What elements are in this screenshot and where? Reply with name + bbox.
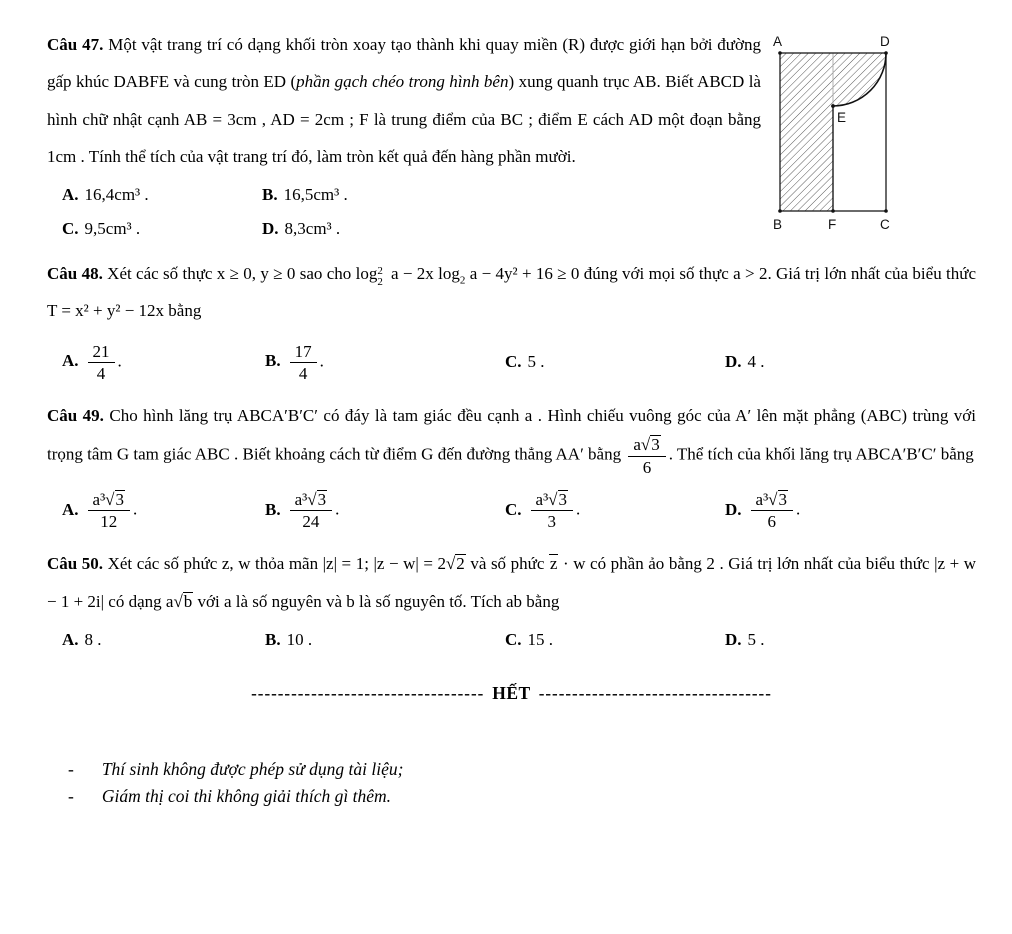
q47-text-pre: Một vật trang trí có dạng khối tròn xoay tạo thành khi quay miền (R) được giới hạn bởi đường gấp khúc DABFE và cung tròn ED ( xyxy=(47,35,761,92)
question-47-text xyxy=(47,26,761,176)
question-50-label: Câu 50. xyxy=(47,554,104,574)
q48-option-b xyxy=(265,341,505,385)
question-49-text xyxy=(47,397,976,478)
separator-dashes-right: ----------------------------------- xyxy=(538,683,772,703)
q48-option-c xyxy=(505,352,725,372)
question-48-options xyxy=(62,334,976,392)
q47-option-c xyxy=(62,212,262,246)
q50-text-3: · w có phần ảo bằng 2 . Giá trị lớn nhất của biểu thức |z + w − 1 + 2i| có dạng a√ xyxy=(47,554,977,611)
radicand-b: b xyxy=(183,591,193,611)
q48-option-b-tail: . xyxy=(319,351,324,371)
question-49-options xyxy=(62,482,976,540)
q50-option-a xyxy=(62,624,265,656)
footer-note-1 xyxy=(68,756,976,783)
fraction: $\frac{17}{4}$ xyxy=(290,341,317,385)
question-50-text xyxy=(47,545,976,620)
q50-text-2: và số phức xyxy=(465,554,549,574)
footer-note-2-marker: - xyxy=(68,785,74,806)
q47-option-c-text: 9,5cm³ . xyxy=(84,218,141,238)
label-C: C xyxy=(880,217,890,232)
q50-option-a-key: A. xyxy=(62,630,79,650)
rotation-solid-diagram xyxy=(770,25,906,235)
q49-option-d-tail: . xyxy=(796,499,801,519)
q47-option-a xyxy=(62,178,262,212)
q50-option-c-text: 15 . xyxy=(527,630,554,650)
label-D: D xyxy=(880,34,890,49)
q50-text-1: Xét các số phức z, w thỏa mãn |z| = 1; |z − w| = 2√ xyxy=(107,554,456,574)
q47-option-d-key: D. xyxy=(262,218,279,238)
q48-option-a xyxy=(62,341,265,385)
radicand-2: 2 xyxy=(456,554,465,574)
q49-option-d xyxy=(725,489,976,533)
footer-note-1-marker: - xyxy=(68,758,74,779)
q49-text-pre: Cho hình lăng trụ ABCA′B′C′ có đáy là tam giác đều cạnh a . Hình chiếu vuông góc của A′ lên mặt phẳng (ABC) trùng với trọng tâm G tam giác ABC . Biết khoảng cách từ điểm G đến đường thẳng AA′ bằng xyxy=(47,406,976,465)
q49-option-c-key: C. xyxy=(505,499,522,519)
q50-option-d-key: D. xyxy=(725,630,742,650)
q48-option-c-key: C. xyxy=(505,352,522,372)
question-49-label: Câu 49. xyxy=(47,406,104,426)
question-47-options xyxy=(62,178,622,246)
q48-option-d-key: D. xyxy=(725,352,742,372)
end-separator xyxy=(47,683,976,704)
fraction: $\frac{\text{a³√3}}{24}$ xyxy=(290,489,332,533)
q47-option-b-text: 16,5cm³ . xyxy=(283,184,348,204)
q50-option-b xyxy=(265,624,505,656)
q50-option-b-key: B. xyxy=(265,630,281,650)
q49-option-c xyxy=(505,489,725,533)
log-sup-sub: 2 2 xyxy=(377,264,383,288)
q48-text-post: a − 4y² + 16 ≥ 0 đúng với mọi số thực a > 2. Giá trị lớn nhất của biểu thức T = x² + y² − 12x bằng xyxy=(47,263,977,321)
q50-option-d-text: 5 . xyxy=(747,630,765,650)
q48-option-d xyxy=(725,352,976,372)
q47-option-d xyxy=(262,212,582,246)
q50-option-d xyxy=(725,624,976,656)
label-A: A xyxy=(773,34,783,49)
q50-option-b-text: 10 . xyxy=(286,630,313,650)
q47-text-italic: phần gạch chéo trong hình bên xyxy=(296,72,509,92)
q48-text-pre: Xét các số thực x ≥ 0, y ≥ 0 sao cho log xyxy=(107,263,378,283)
q47-option-c-key: C. xyxy=(62,218,79,238)
inline-fraction: $\frac{a√3}{6}$ xyxy=(628,434,665,478)
z-conjugate: z xyxy=(549,554,558,574)
q49-option-c-tail: . xyxy=(576,499,581,519)
question-48-text xyxy=(47,255,976,330)
q49-option-d-key: D. xyxy=(725,499,742,519)
q49-option-b xyxy=(265,489,505,533)
q49-option-a-key: A. xyxy=(62,499,79,519)
q49-option-a-tail: . xyxy=(133,499,138,519)
q48-option-c-text: 5 . xyxy=(527,352,545,372)
fraction: $\frac{\text{a³√3}}{12}$ xyxy=(88,489,130,533)
q49-option-b-tail: . xyxy=(335,499,340,519)
question-48-label: Câu 48. xyxy=(47,263,103,283)
q47-text-post: ) xung quanh trục AB. Biết ABCD là hình chữ nhật cạnh AB = 3cm , AD = 2cm ; F là trung điểm của BC ; điểm E cách AD một đoạn bằng 1cm . Tính thể tích của vật trang trí đó, làm tròn kết quả đến hàng phần mười. xyxy=(47,72,761,167)
q47-option-b-key: B. xyxy=(262,184,278,204)
q48-option-a-key: A. xyxy=(62,351,79,371)
footer-note-2 xyxy=(68,783,976,810)
label-B: B xyxy=(773,217,783,232)
q47-option-a-text: 16,4cm³ . xyxy=(84,184,149,204)
q50-text-4: với a là số nguyên và b là số nguyên tố. Tích ab bằng xyxy=(193,591,560,611)
q47-option-d-text: 8,3cm³ . xyxy=(284,218,341,238)
fraction: $\frac{21}{4}$ xyxy=(88,341,115,385)
footer-note-2-text: Giám thị coi thi không giải thích gì thêm. xyxy=(101,785,392,806)
label-E: E xyxy=(837,110,847,125)
question-50-options xyxy=(62,624,976,656)
footer-notes xyxy=(68,756,976,810)
separator-het-label: HẾT xyxy=(492,682,531,703)
q48-option-d-text: 4 . xyxy=(747,352,765,372)
q50-option-c xyxy=(505,624,725,656)
q49-option-b-key: B. xyxy=(265,499,281,519)
q50-option-c-key: C. xyxy=(505,630,522,650)
footer-note-1-text: Thí sinh không được phép sử dụng tài liệu; xyxy=(101,758,404,779)
fraction: $\frac{\text{a³√3}}{3}$ xyxy=(531,489,573,533)
q50-option-a-text: 8 . xyxy=(84,630,102,650)
q47-figure xyxy=(770,25,906,235)
q47-option-a-key: A. xyxy=(62,184,79,204)
label-F: F xyxy=(828,217,837,232)
q48-text-mid: a − 2x log xyxy=(386,263,460,283)
question-47-label: Câu 47. xyxy=(47,35,104,54)
fraction: $\frac{\text{a³√3}}{6}$ xyxy=(751,489,793,533)
q48-option-b-key: B. xyxy=(265,351,281,371)
log-sub: 2 xyxy=(459,273,466,286)
q48-option-a-tail: . xyxy=(117,351,122,371)
separator-dashes-left: ----------------------------------- xyxy=(251,683,485,703)
q47-option-b xyxy=(262,178,582,212)
q49-text-post: . Thể tích của khối lăng trụ ABCA′B′C′ bằng xyxy=(668,445,974,465)
q49-option-a xyxy=(62,489,265,533)
